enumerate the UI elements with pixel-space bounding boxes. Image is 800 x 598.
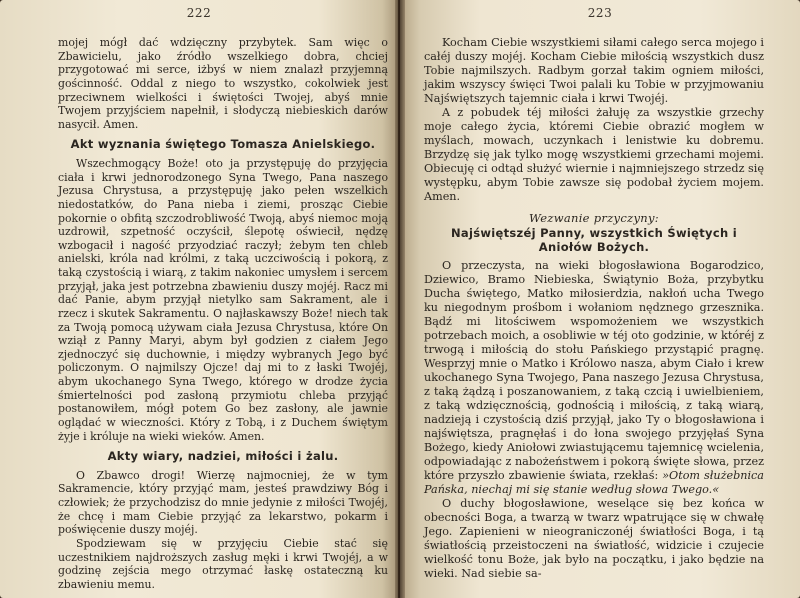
paragraph-text: O przeczysta, na wieki błogosławiona Bogarodzico, Dziewico, Bramo Niebieska, Świątynio Boża, przybytku Ducha świętego, Matko miłosierdzia, nakłoń ucha Twego ku niegodnym prośbom i wołaniom nędznego grzesznika. Bądź mi litościwem wspomożeniem we wszystkich potrzebach moich, a osobliwie w téj oto godzinie, w któréj z trwogą i miłością do stołu Pańskiego przystąpić pragnę. Wesprzyj mnie o Matko i Królowo nasza, abym Ciało i krew ukochanego Syna Twojego, Pana naszego Jezusa Chrystusa, z taką żądzą i poszanowaniem, z taką czcią i uwielbieniem, z taką wdzięcznością, godnością i miłością, z taką wiarą, nadzieją i czystością dziś przyjął, jako Ty o błogosławiona i najświętsza, pragnęłaś i do łona swojego przyjęłaś Syna Bożego, kiedy Aniołowi zwiastującemu tajemnicę wcielenia, odpowiadając z nabożeństwem i pokorą święte słowa, przez które przyszło zbawienie świata, rzekłaś:	[424, 259, 764, 482]
paragraph	[424, 259, 764, 497]
paragraph: O Zbawco drogi! Wierzę najmocniej, że w tym Sakramencie, który przyjąć mam, jesteś prawdziwy Bóg i człowiek; że przychodzisz do mnie jedynie z miłości Twojéj, że chcę i mam Ciebie przyjąć za lekarstwo, pokarm i poświęcenie duszy mojéj.	[58, 468, 388, 537]
quotation: »Otom służebnica Pańska, niechaj mi się stanie według słowa Twego.«	[424, 469, 764, 496]
page-number: 223	[587, 6, 613, 20]
paragraph: Wszechmogący Boże! oto ja przystępuję do przyjęcia ciała i krwi jednorodzonego Syna Twego, Pana naszego Jezusa Chrystusa, a przystępuję jako pełen wszelkich niedostatków, do Pana nieba i ziemi, prosząc Ciebie pokornie o obfitą szczodrobliwość Twoją, abyś niemoc moją uzdrowił, szpetność oczyścił, ślepotę oświecił, nędzę wzbogacił i nagość przyodziać raczył; żebym ten chleb anielski, króla nad królmi, z taką uczciwością i pokorą, z taką czystością i wiarą, z takim nakoniec umysłem i sercem przyjął, jaka jest potrzebna zbawieniu duszy mojéj. Racz mi dać Panie, abym przyjął nietylko sam Sakrament, ale i rzecz i skutek Sakramentu. O najłaskawszy Boże! niech tak za Twoją pomocą używam ciała Jezusa Chrystusa, które On wziął z Panny Maryi, abym był godzien z ciałem Jego zjednoczyć się duchownie, i między wybranych Jego być policzonym. O najmilszy Ojcze! daj mi to z łaski Twojéj, abym ukochanego Syna Twego, którego w drodze życia śmiertelności pod zasłoną przymiotu chleba przyjąć postanowiłem, mógł potem Go bez zasłony, ale jawnie oglądać w wieczności. Który z Tobą, i z Duchem świętym żyje i króluje na wieki wieków. Amen.	[58, 157, 388, 443]
section-subheading: Wezwanie przyczyny:	[529, 211, 659, 225]
left-page	[0, 0, 398, 598]
section-heading: Najświętszéj Panny, wszystkich Świętych i Aniołów Bożych.	[450, 226, 738, 254]
page-text	[424, 36, 764, 581]
paragraph: Spodziewam się w przyjęciu Ciebie stać się uczestnikiem najdroższych zasług męki i krwi Twojéj, a w godzinę zejścia mego otrzymać łaskę ostateczną ku zbawieniu memu.	[58, 536, 388, 591]
section-heading: Akt wyznania świętego Tomasza Anielskiego.	[70, 137, 376, 152]
page-text	[58, 36, 388, 591]
paragraph: O duchy błogosławione, weselące się bez końca w obecności Boga, a twarzą w twarz wpatrujące się w chwałę Jego. Zapienieni w nieograniczonéj światłości Boga, i tą światłością przeistoczeni na światłość, widzicie i czujecie wielkość tonu Boże, jak było na początku, i jako będzie na wieki. Nad siebie sa-	[424, 497, 764, 580]
section-heading: Akty wiary, nadziei, miłości i żalu.	[107, 449, 339, 464]
paragraph: A z pobudek téj miłości żałuję za wszystkie grzechy moje całego życia, któremi Ciebie obrazić mogłem w myślach, mowach, uczynkach i lenistwie ku dobremu. Brzydzę się jak tylko mogę wszystkiemi grzechami mojemi. Obiecuję ci odtąd służyć wiernie i najmniejszego strzedz się występku, abym Tobie zawsze się podobał życiem mojem. Amen.	[424, 106, 764, 203]
page-number: 222	[186, 6, 212, 20]
paragraph: Kocham Ciebie wszystkiemi siłami całego serca mojego i całéj duszy mojéj. Kocham Ciebie miłością wszystkich dusz Tobie najmilszych. Radbym gorzał takim ogniem miłości, jakim wszyscy święci Twoi palali ku Tobie w przyjmowaniu Najświętszych tajemnic ciała i krwi Twojéj.	[424, 36, 764, 105]
right-page	[400, 0, 800, 598]
book-gutter	[395, 0, 405, 598]
paragraph: mojej mógł dać wdzięczny przybytek. Sam więc o Zbawicielu, jako źródło wszelkiego dobra, chciej przygotować mi serce, iżbyś w niem znalazł przyjemną gościnność. Oddal z niego to wszystko, cokolwiek jest przeciwnem wielkości i świętości Twojej, abyś mnie Twojem przyjściem napełnił, i słodyczą niebieskich darów nasycił. Amen.	[58, 36, 388, 131]
